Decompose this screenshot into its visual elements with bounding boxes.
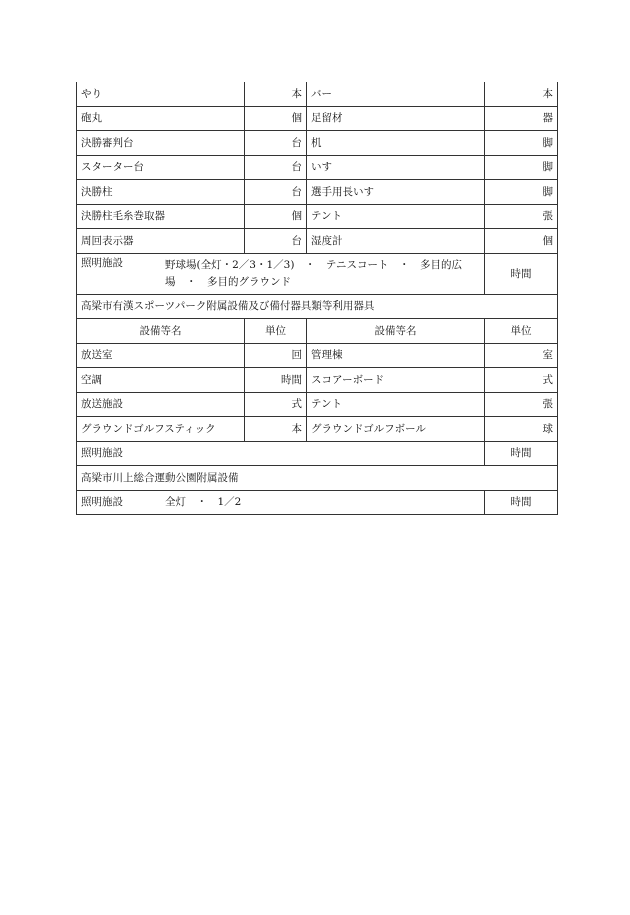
- column-header-unit: 単位: [485, 319, 558, 344]
- section-title-row: [77, 466, 558, 491]
- item-name: 選手用長いす: [307, 180, 485, 205]
- table-row: [77, 82, 558, 106]
- table-row: [77, 106, 558, 131]
- lighting-cell: [77, 490, 485, 515]
- item-name: 管理棟: [307, 343, 485, 368]
- lighting-cell: [77, 253, 485, 294]
- item-name: スターター台: [77, 155, 245, 180]
- item-unit: 器: [485, 106, 558, 131]
- lighting-label: 照明施設: [81, 256, 123, 269]
- item-name: 放送室: [77, 343, 245, 368]
- item-unit: 個: [485, 229, 558, 254]
- table-row: [77, 155, 558, 180]
- facility-fee-table: [76, 82, 558, 515]
- item-name: 机: [307, 131, 485, 156]
- lighting-unit: 時間: [485, 253, 558, 294]
- item-unit: 回: [245, 343, 307, 368]
- item-unit: 張: [485, 392, 558, 417]
- section-title: 高梁市有漢スポーツパーク附属設備及び備付器具類等利用器具: [77, 294, 558, 319]
- item-unit: 時間: [245, 368, 307, 393]
- column-header-name: 設備等名: [307, 319, 485, 344]
- table-row: [77, 343, 558, 368]
- item-name: 決勝柱毛糸巻取器: [77, 204, 245, 229]
- item-name: グラウンドゴルフスティック: [77, 417, 245, 442]
- table-row: [77, 229, 558, 254]
- item-name: 足留材: [307, 106, 485, 131]
- item-unit: 張: [485, 204, 558, 229]
- item-unit: 本: [485, 82, 558, 106]
- lighting-description: 野球場(全灯・2／3・1／3) ・ テニスコート ・ 多目的広場 ・ 多目的グラウンド: [165, 258, 462, 288]
- item-unit: 個: [245, 204, 307, 229]
- lighting-description: 全灯 ・ 1／2: [165, 496, 242, 509]
- item-name: 放送施設: [77, 392, 245, 417]
- table-row: [77, 204, 558, 229]
- table-row: [77, 417, 558, 442]
- table-row: [77, 392, 558, 417]
- table-row: [77, 368, 558, 393]
- item-unit: 本: [245, 82, 307, 106]
- item-unit: 台: [245, 180, 307, 205]
- item-name: バー: [307, 82, 485, 106]
- item-name: 決勝審判台: [77, 131, 245, 156]
- lighting-unit: 時間: [485, 490, 558, 515]
- item-name: テント: [307, 204, 485, 229]
- item-name: グラウンドゴルフボール: [307, 417, 485, 442]
- item-unit: 室: [485, 343, 558, 368]
- table-row: [77, 180, 558, 205]
- column-header-name: 設備等名: [77, 319, 245, 344]
- item-unit: 本: [245, 417, 307, 442]
- lighting-label: 照明施設: [81, 496, 123, 509]
- item-name: いす: [307, 155, 485, 180]
- section-title-row: [77, 294, 558, 319]
- item-unit: 脚: [485, 155, 558, 180]
- item-unit: 個: [245, 106, 307, 131]
- lighting-unit: 時間: [485, 441, 558, 466]
- item-name: 周回表示器: [77, 229, 245, 254]
- item-unit: 球: [485, 417, 558, 442]
- item-name: 決勝柱: [77, 180, 245, 205]
- section-title: 高梁市川上総合運動公園附属設備: [77, 466, 558, 491]
- lighting-label: 照明施設: [77, 441, 485, 466]
- item-name: テント: [307, 392, 485, 417]
- lighting-row: [77, 253, 558, 294]
- item-unit: 式: [245, 392, 307, 417]
- item-name: 湿度計: [307, 229, 485, 254]
- column-header-unit: 単位: [245, 319, 307, 344]
- item-unit: 台: [245, 131, 307, 156]
- item-unit: 式: [485, 368, 558, 393]
- header-row: [77, 319, 558, 344]
- item-unit: 脚: [485, 131, 558, 156]
- lighting-row: [77, 490, 558, 515]
- item-name: やり: [77, 82, 245, 106]
- item-unit: 脚: [485, 180, 558, 205]
- item-name: 空調: [77, 368, 245, 393]
- lighting-row: [77, 441, 558, 466]
- item-unit: 台: [245, 155, 307, 180]
- item-name: スコアーボード: [307, 368, 485, 393]
- item-name: 砲丸: [77, 106, 245, 131]
- item-unit: 台: [245, 229, 307, 254]
- table-row: [77, 131, 558, 156]
